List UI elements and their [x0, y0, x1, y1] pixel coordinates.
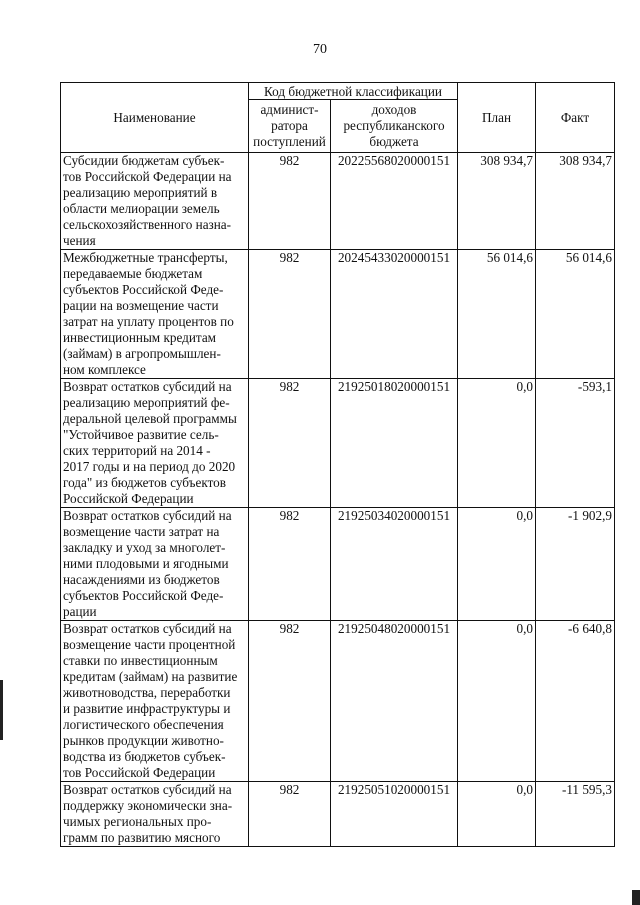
income-code-cell: 21925034020000151 — [331, 508, 458, 621]
admin-code-cell: 982 — [249, 621, 331, 782]
fact-cell: 56 014,6 — [536, 250, 615, 379]
table-row — [61, 782, 615, 847]
header-name: Наименование — [61, 83, 249, 153]
header-fact: Факт — [536, 83, 615, 153]
name-cell: Возврат остатков субсидий на поддержку экономически зна- чимых региональных про- грамм по развитию мясного — [61, 782, 249, 847]
header-plan: План — [458, 83, 536, 153]
table-row — [61, 250, 615, 379]
income-code-cell: 20225568020000151 — [331, 153, 458, 250]
scan-edge-mark — [0, 680, 3, 740]
fact-cell: -11 595,3 — [536, 782, 615, 847]
fact-cell: 308 934,7 — [536, 153, 615, 250]
name-cell: Межбюджетные трансферты, передаваемые бюджетам субъектов Российской Феде- рации на возмещение части затрат на уплату процентов по инвестиционным кредитам (займам) в агропромышлен- ном комплексе — [61, 250, 249, 379]
table-body — [61, 153, 615, 847]
admin-code-cell: 982 — [249, 250, 331, 379]
name-cell: Возврат остатков субсидий на реализацию мероприятий фе- деральной целевой программы "Устойчивое развитие сель- ских территорий на 2014 - 2017 годы и на период до 2020 года" из бюджетов субъектов Российской Федерации — [61, 379, 249, 508]
name-cell: Возврат остатков субсидий на возмещение части процентной ставки по инвестиционным кредитам (займам) на развитие животноводства, переработки и развитие инфраструктуры и логистического обеспечения рынков продукции животно- водства из бюджетов субъек- тов Российской Федерации — [61, 621, 249, 782]
fact-cell: -6 640,8 — [536, 621, 615, 782]
header-code-group: Код бюджетной классификации — [249, 83, 458, 100]
name-cell: Субсидии бюджетам субъек- тов Российской Федерации на реализацию мероприятий в области мелиорации земель сельскохозяйственного назна- чения — [61, 153, 249, 250]
name-cell: Возврат остатков субсидий на возмещение части затрат на закладку и уход за многолет- ними плодовыми и ягодными насаждениями из бюджетов субъектов Российской Феде- рации — [61, 508, 249, 621]
plan-cell: 0,0 — [458, 782, 536, 847]
header-admin: админист- ратора поступлений — [249, 100, 331, 153]
income-code-cell: 20245433020000151 — [331, 250, 458, 379]
header-income: доходов республиканского бюджета — [331, 100, 458, 153]
table-row — [61, 153, 615, 250]
fact-cell: -1 902,9 — [536, 508, 615, 621]
table-row — [61, 621, 615, 782]
income-code-cell: 21925048020000151 — [331, 621, 458, 782]
admin-code-cell: 982 — [249, 508, 331, 621]
table-row — [61, 508, 615, 621]
income-code-cell: 21925051020000151 — [331, 782, 458, 847]
admin-code-cell: 982 — [249, 379, 331, 508]
income-code-cell: 21925018020000151 — [331, 379, 458, 508]
plan-cell: 0,0 — [458, 621, 536, 782]
plan-cell: 0,0 — [458, 508, 536, 621]
table-row — [61, 379, 615, 508]
plan-cell: 56 014,6 — [458, 250, 536, 379]
budget-table — [60, 82, 615, 847]
admin-code-cell: 982 — [249, 782, 331, 847]
scan-corner-mark — [632, 890, 640, 905]
fact-cell: -593,1 — [536, 379, 615, 508]
plan-cell: 0,0 — [458, 379, 536, 508]
plan-cell: 308 934,7 — [458, 153, 536, 250]
admin-code-cell: 982 — [249, 153, 331, 250]
header-row-top — [61, 83, 615, 100]
page-number: 70 — [313, 42, 327, 57]
